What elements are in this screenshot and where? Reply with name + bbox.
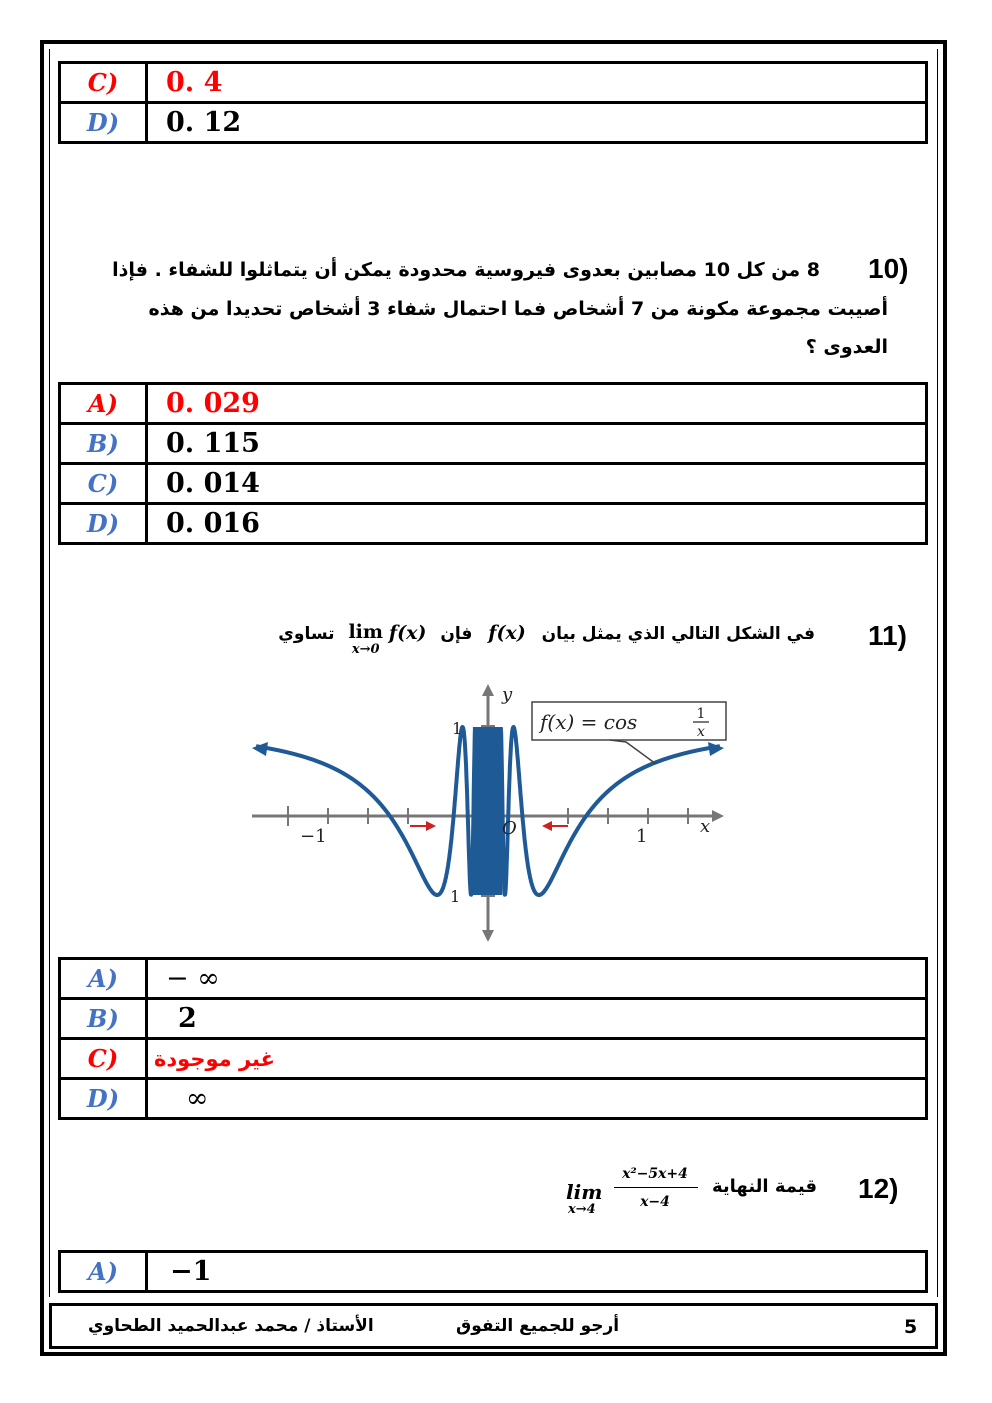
- lim-fx: f(x): [388, 622, 427, 644]
- origin-label: O: [502, 818, 517, 839]
- option-row-d[interactable]: [60, 504, 927, 544]
- option-label: D): [60, 504, 147, 544]
- option-value: − ∞: [147, 959, 927, 999]
- oscillation-region: [474, 727, 500, 895]
- option-value: 0. 016: [147, 504, 927, 544]
- option-label: C): [60, 1039, 147, 1079]
- option-value: ∞: [147, 1079, 927, 1119]
- lim-word: lim: [566, 1180, 603, 1204]
- q11-options-table: [58, 957, 928, 1120]
- q12-options-table: [58, 1250, 928, 1293]
- option-label: A): [60, 384, 147, 424]
- q10-line3: العدوى ؟: [805, 336, 888, 358]
- fraction-denominator: x−4: [640, 1194, 670, 1210]
- curve-arrow-left: [252, 742, 268, 756]
- option-value: 2: [147, 999, 927, 1039]
- option-row-a[interactable]: [60, 959, 927, 999]
- option-row-d[interactable]: [60, 1079, 927, 1119]
- option-row-a[interactable]: [60, 1252, 927, 1292]
- option-row-b[interactable]: [60, 999, 927, 1039]
- function-label: f(x) = cos: [540, 710, 638, 734]
- q10-options-table: [58, 382, 928, 545]
- function-frac-den: x: [697, 724, 705, 740]
- option-row-c[interactable]: [60, 63, 927, 103]
- function-frac-num: 1: [696, 706, 706, 722]
- q11-number: 11): [868, 620, 907, 651]
- q9-options-table: [58, 61, 928, 144]
- x-axis-arrow: [712, 810, 724, 822]
- option-value: 0. 115: [147, 424, 927, 464]
- option-label: C): [60, 464, 147, 504]
- tick-label-neg1: −1: [300, 826, 327, 847]
- tick-label-pos1: 1: [636, 826, 648, 847]
- q11-question: [255, 622, 815, 672]
- option-value: −1: [147, 1252, 927, 1292]
- lim-sub: x→4: [568, 1202, 596, 1217]
- q11-text-c: تساوي: [278, 624, 335, 644]
- q12-limit-expr: [564, 1166, 704, 1222]
- option-row-c[interactable]: [60, 1039, 927, 1079]
- option-row-c[interactable]: [60, 464, 927, 504]
- y-axis-arrow: [482, 684, 494, 696]
- option-label: D): [60, 1079, 147, 1119]
- y-tick-label-top: 1: [452, 719, 463, 738]
- option-label: B): [60, 424, 147, 464]
- fraction-bar: [614, 1187, 698, 1188]
- footer-wish: أرجو للجميع التفوق: [456, 1316, 620, 1336]
- option-label: C): [60, 63, 147, 103]
- lim-word: lim: [348, 621, 383, 643]
- q10-number: 10): [868, 253, 909, 284]
- y-tick-label-bottom: 1: [450, 887, 461, 906]
- fraction-numerator: x²−5x+4: [622, 1166, 688, 1182]
- option-label: A): [60, 959, 147, 999]
- option-label: A): [60, 1252, 147, 1292]
- function-label-pointer: [610, 740, 656, 764]
- option-value: 0. 4: [147, 63, 927, 103]
- q11-fx: f(x): [488, 622, 526, 644]
- option-row-d[interactable]: [60, 103, 927, 143]
- option-row-a[interactable]: [60, 384, 927, 424]
- footer-teacher: الأستاذ / محمد عبدالحميد الطحاوي: [88, 1316, 374, 1336]
- option-value: 0. 12: [147, 103, 927, 143]
- option-label: B): [60, 999, 147, 1039]
- q12-number: 12): [858, 1173, 899, 1204]
- x-axis-label: x: [700, 816, 711, 837]
- option-value: 0. 029: [147, 384, 927, 424]
- q11-text-b: فإن: [440, 624, 473, 644]
- option-label: D): [60, 103, 147, 143]
- page-footer: [49, 1303, 938, 1349]
- q10-line1: 8 من كل 10 مصابين بعدوى فيروسية محدودة يمكن أن يتماثلوا للشفاء . فإذا: [112, 259, 820, 281]
- q10-line2: أصيبت مجموعة مكونة من 7 أشخاص فما احتمال شفاء 3 أشخاص تحديدا من هذه: [148, 298, 888, 320]
- page-number: 5: [904, 1316, 918, 1338]
- option-value: 0. 014: [147, 464, 927, 504]
- y-axis-label: y: [502, 684, 513, 705]
- q11-text-a: في الشكل التالي الذي يمثل بيان: [541, 624, 815, 644]
- cos-1-over-x-graph: [248, 680, 738, 945]
- q12-text: قيمة النهاية: [712, 1176, 817, 1197]
- approach-arrow-right: [542, 821, 552, 831]
- option-row-b[interactable]: [60, 424, 927, 464]
- option-value: غير موجودة: [147, 1039, 927, 1079]
- q11-limit-expr: [348, 622, 426, 658]
- curve-arrow-right: [708, 742, 724, 756]
- y-axis-arrow-down: [482, 930, 494, 942]
- approach-arrow-left: [426, 821, 436, 831]
- lim-sub: x→0: [351, 642, 380, 657]
